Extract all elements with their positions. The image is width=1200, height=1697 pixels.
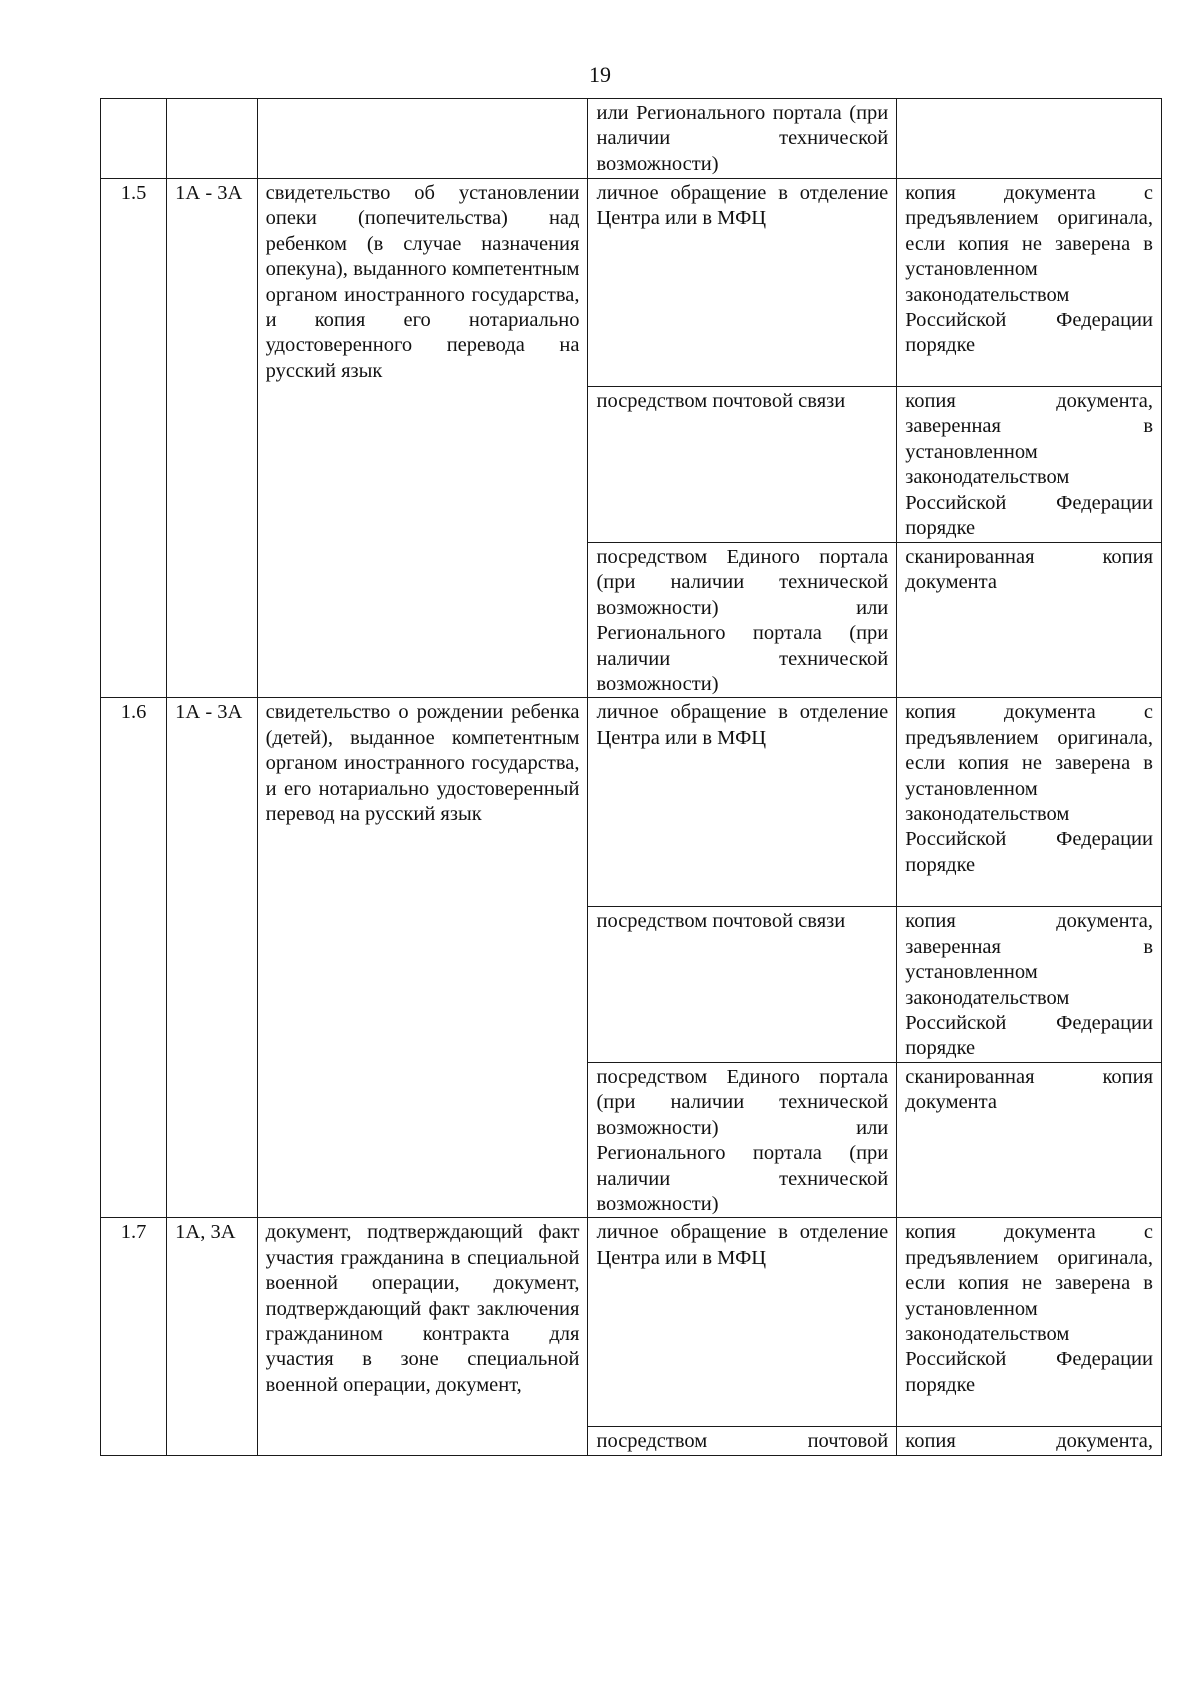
submission-method-cell: посредством Единого портала (при наличии технической возможности) или Регионального портала (при наличии технической возможности) xyxy=(588,1062,897,1217)
submission-method-cell: личное обращение в отделение Центра или в МФЦ xyxy=(588,698,897,907)
table-row xyxy=(101,99,1162,179)
submission-method-cell: личное обращение в отделение Центра или в МФЦ xyxy=(588,1218,897,1427)
document-cell: свидетельство об установлении опеки (попечительства) над ребенком (в случае назначения опекуна), выданного компетентным органом иностранного государства, и копия его нотариально удостоверенного перевода на русский язык xyxy=(257,179,588,698)
document-form-cell: сканированная копия документа xyxy=(897,543,1162,698)
table-row xyxy=(101,1218,1162,1427)
page-number: 19 xyxy=(589,62,611,87)
submission-method-cell: посредством почтовой связи xyxy=(588,907,897,1062)
table-row xyxy=(101,179,1162,387)
category-cell: 1А, 3А xyxy=(167,1218,257,1455)
row-number-cell: 1.6 xyxy=(101,698,167,1218)
category-cell xyxy=(167,99,257,179)
document-form-cell: копия документа с предъявлением оригинала, если копия не заверена в установленном законодательством Российской Федерации порядке xyxy=(897,1218,1162,1427)
document-cell xyxy=(257,99,588,179)
document-cell: свидетельство о рождении ребенка (детей), выданное компетентным органом иностранного государства, и его нотариально удостоверенный перевод на русский язык xyxy=(257,698,588,1218)
submission-method-cell: посредством почтовой связи xyxy=(588,387,897,543)
submission-method-cell: посредством Единого портала (при наличии технической возможности) или Регионального портала (при наличии технической возможности) xyxy=(588,543,897,698)
document-form-cell: сканированная копия документа xyxy=(897,1062,1162,1217)
submission-method-cell: или Регионального портала (при наличии технической возможности) xyxy=(588,99,897,179)
submission-method-cell: посредством почтовой xyxy=(588,1427,897,1455)
row-number-cell xyxy=(101,99,167,179)
submission-method-cell: личное обращение в отделение Центра или в МФЦ xyxy=(588,179,897,387)
document-form-cell: копия документа, xyxy=(897,1427,1162,1455)
category-cell: 1А - 3А xyxy=(167,179,257,698)
document-form-cell: копия документа, заверенная в установленном законодательством Российской Федерации порядке xyxy=(897,387,1162,543)
row-number-cell: 1.5 xyxy=(101,179,167,698)
document-form-cell: копия документа, заверенная в установленном законодательством Российской Федерации порядке xyxy=(897,907,1162,1062)
documents-table xyxy=(100,98,1162,1456)
document-form-cell: копия документа с предъявлением оригинала, если копия не заверена в установленном законодательством Российской Федерации порядке xyxy=(897,698,1162,907)
row-number-cell: 1.7 xyxy=(101,1218,167,1455)
category-cell: 1А - 3А xyxy=(167,698,257,1218)
document-form-cell xyxy=(897,99,1162,179)
document-form-cell: копия документа с предъявлением оригинала, если копия не заверена в установленном законодательством Российской Федерации порядке xyxy=(897,179,1162,387)
table-row xyxy=(101,698,1162,907)
document-cell: документ, подтверждающий факт участия гражданина в специальной военной операции, документ, подтверждающий факт заключения гражданином контракта для участия в зоне специальной военной операции, документ, xyxy=(257,1218,588,1455)
